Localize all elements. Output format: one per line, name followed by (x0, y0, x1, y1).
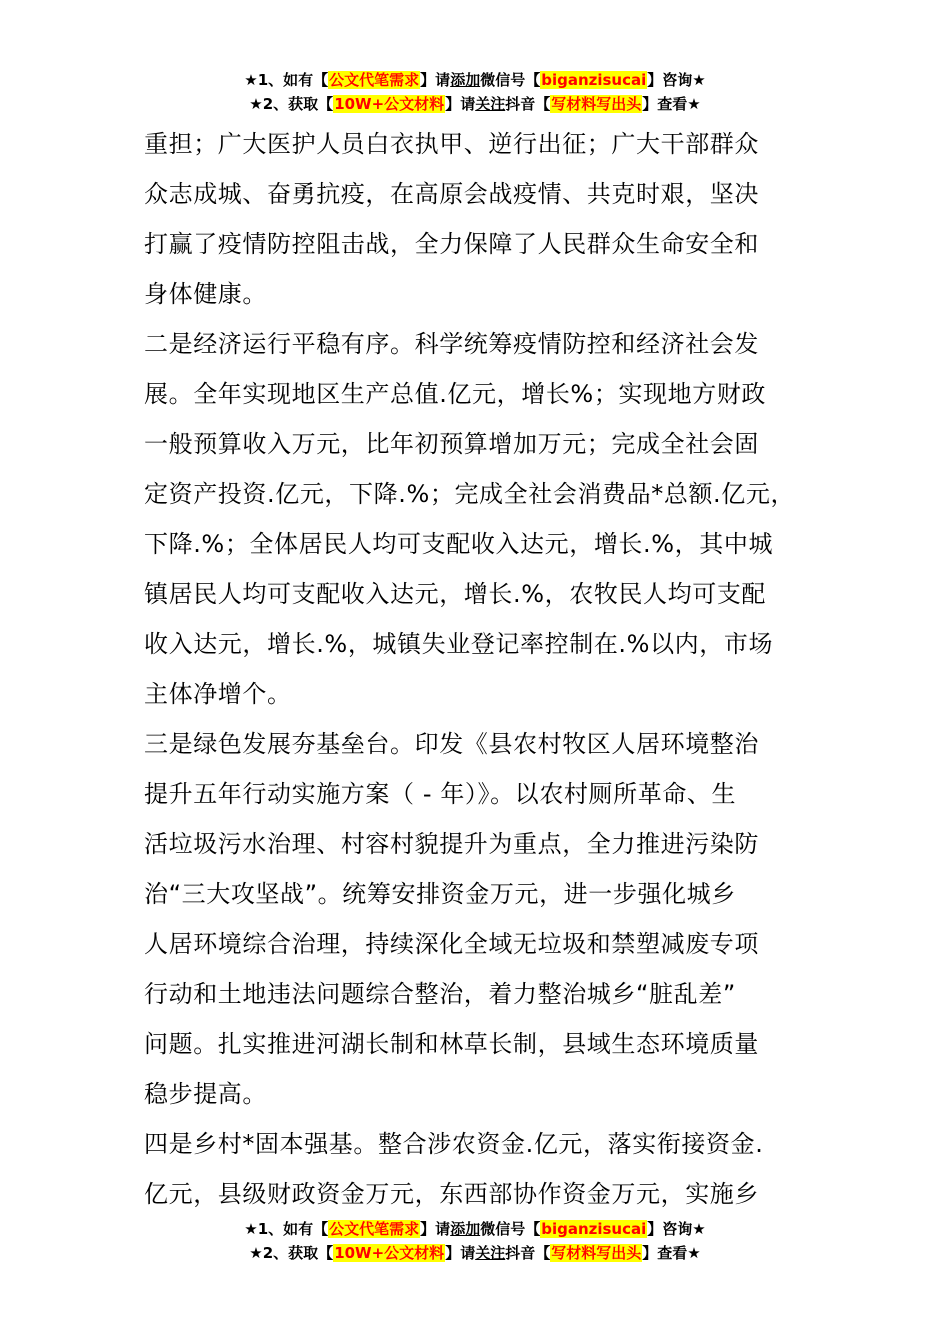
body-line: 下降.%；全体居民人均可支配收入达元，增长.%，其中城 (144, 530, 774, 558)
document-body (144, 119, 834, 1219)
banner-text: ★1、如有【 (244, 1220, 329, 1238)
body-line: 身体健康。 (144, 280, 267, 308)
highlight-wechat-id: biganzisucai (541, 71, 647, 89)
body-line: 稳步提高。 (144, 1080, 267, 1108)
body-line: 主体净增个。 (144, 680, 292, 708)
banner-line-1 (0, 68, 950, 92)
body-line: 定资产投资.亿元，下降.%；完成全社会消费品*总额.亿元， (144, 480, 796, 508)
body-line: 重担；广大医护人员白衣执甲、逆行出征；广大干部群众 (144, 130, 759, 158)
banner-underline-text: 添加 (450, 71, 481, 89)
body-line: 活垃圾污水治理、村容村貌提升为重点，全力推进污染防 (144, 830, 759, 858)
body-line: 治“三大攻坚战”。统筹安排资金万元，进一步强化城乡 (144, 880, 736, 908)
body-line: 二是经济运行平稳有序。科学统筹疫情防控和经济社会发 (144, 330, 759, 358)
highlight-douyin-account: 写材料写出头 (551, 1244, 642, 1262)
body-line: 收入达元，增长.%，城镇失业登记率控制在.%以内，市场 (144, 630, 774, 658)
body-line: 亿元，县级财政资金万元，东西部协作资金万元，实施乡 (144, 1180, 759, 1208)
banner-line-2 (0, 1241, 950, 1265)
highlight-wechat-id: biganzisucai (541, 1220, 647, 1238)
highlight-service: 公文代笔需求 (329, 71, 420, 89)
banner-text: 】请 (420, 1220, 451, 1238)
banner-text: ★2、获取【 (249, 95, 334, 113)
body-line: 人居环境综合治理，持续深化全域无垃圾和禁塑减废专项 (144, 930, 759, 958)
banner-text: 】请 (420, 71, 451, 89)
body-line: 镇居民人均可支配收入达元，增长.%，农牧民人均可支配 (144, 580, 767, 608)
banner-text: 】查看★ (642, 1244, 701, 1262)
body-line: 打赢了疫情防控阻击战，全力保障了人民群众生命安全和 (144, 230, 759, 258)
highlight-materials: 10W+公文材料 (334, 1244, 445, 1262)
footer-banner (0, 1217, 950, 1265)
highlight-douyin-account: 写材料写出头 (551, 95, 642, 113)
banner-underline-text: 添加 (450, 1220, 481, 1238)
body-line: 问题。扎实推进河湖长制和林草长制，县域生态环境质量 (144, 1030, 759, 1058)
banner-text: 抖音【 (505, 1244, 551, 1262)
banner-text: 微信号【 (480, 71, 541, 89)
banner-text: 】请 (445, 95, 476, 113)
banner-underline-text: 关注 (475, 95, 506, 113)
banner-text: ★1、如有【 (244, 71, 329, 89)
body-line: 展。全年实现地区生产总值.亿元，增长%；实现地方财政 (144, 380, 767, 408)
body-line: 四是乡村*固本强基。整合涉农资金.亿元，落实衔接资金. (144, 1130, 764, 1158)
banner-text: 】请 (445, 1244, 476, 1262)
body-line: 提升五年行动实施方案（ - 年）》。以农村厕所革命、生 (144, 780, 737, 808)
header-banner (0, 68, 950, 116)
banner-underline-text: 关注 (475, 1244, 506, 1262)
banner-text: 】咨询★ (647, 71, 706, 89)
highlight-materials: 10W+公文材料 (334, 95, 445, 113)
banner-text: 】咨询★ (647, 1220, 706, 1238)
banner-text: 】查看★ (642, 95, 701, 113)
body-line: 行动和土地违法问题综合整治，着力整治城乡“脏乱差” (144, 980, 736, 1008)
body-line: 一般预算收入万元，比年初预算增加万元；完成全社会固 (144, 430, 759, 458)
banner-text: 抖音【 (505, 95, 551, 113)
banner-text: 微信号【 (480, 1220, 541, 1238)
banner-line-1 (0, 1217, 950, 1241)
body-line: 三是绿色发展夯基垒台。印发《县农村牧区人居环境整治 (144, 730, 759, 758)
body-line: 众志成城、奋勇抗疫，在高原会战疫情、共克时艰，坚决 (144, 180, 759, 208)
highlight-service: 公文代笔需求 (329, 1220, 420, 1238)
banner-text: ★2、获取【 (249, 1244, 334, 1262)
banner-line-2 (0, 92, 950, 116)
